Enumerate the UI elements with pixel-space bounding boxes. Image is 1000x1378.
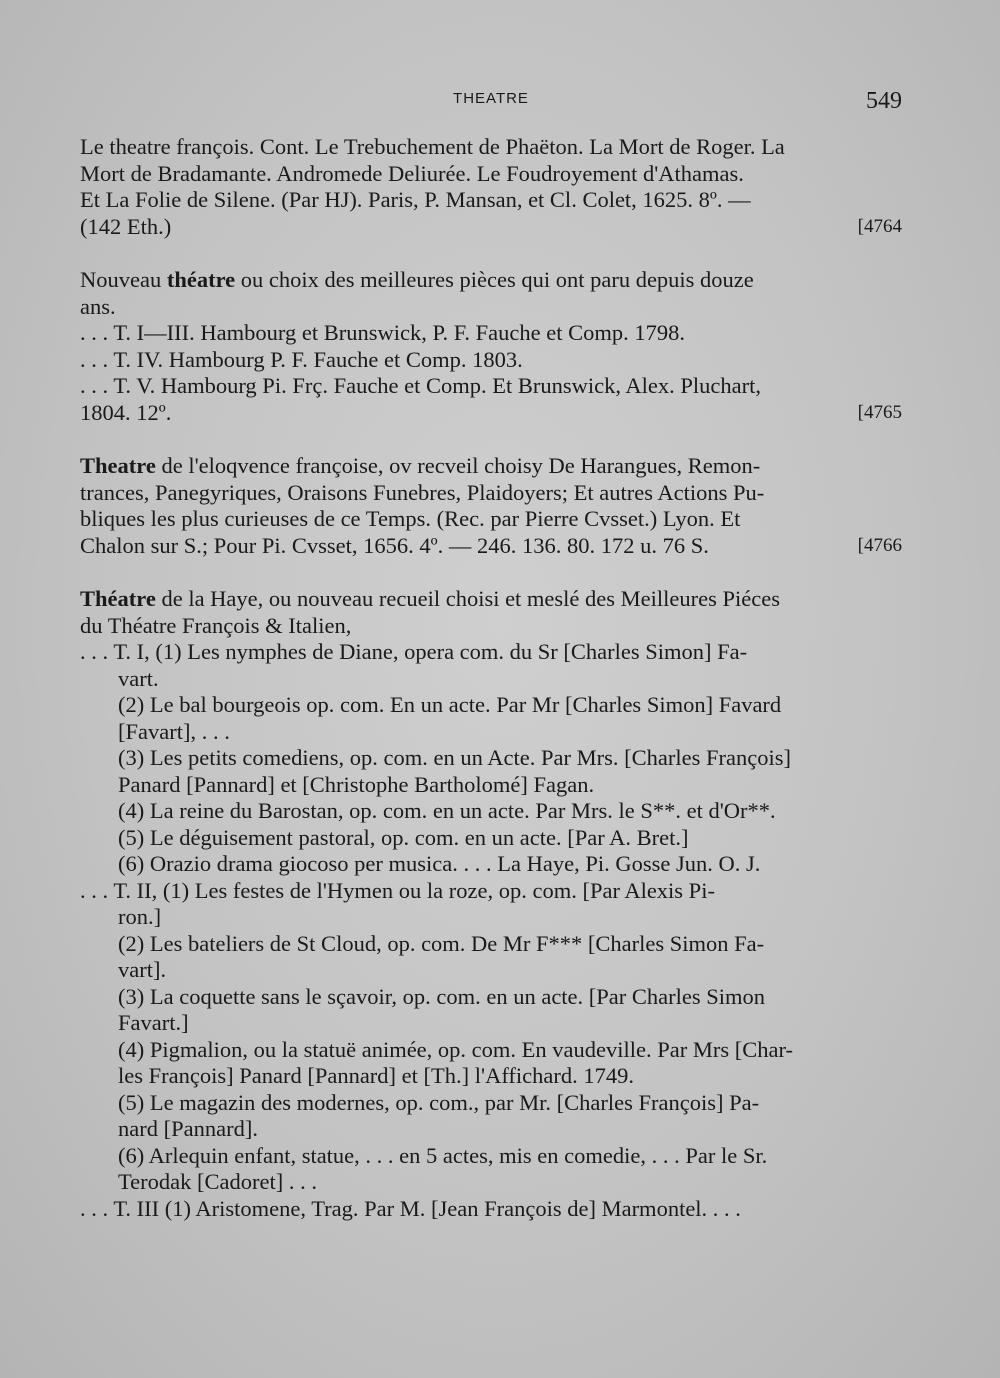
entry-line: (142 Eth.) [4764 xyxy=(80,213,902,239)
volume-line: . . . T. III (1) Aristomene, Trag. Par M. [Jean François de] Marmontel. . . . xyxy=(80,1195,741,1221)
piece-line: [Favart], . . . xyxy=(118,718,230,744)
volume-line: . . . T. I, (1) Les nymphes de Diane, opera com. du Sr [Charles Simon] Fa- xyxy=(80,639,748,664)
entry-line: Chalon sur S.; Pour Pi. Cvsset, 1656. 4º. — 246. 136. 80. 172 u. 76 S. [4766 xyxy=(80,532,902,558)
piece-line: (2) Le bal bourgeois op. com. En un acte. Par Mr [Charles Simon] Favard xyxy=(118,692,782,717)
piece-line: Favart.] xyxy=(118,1010,189,1035)
entry-line: . . . T. V. Hambourg Pi. Frç. Fauche et Comp. Et Brunswick, Alex. Pluchart, xyxy=(80,373,761,398)
entry-4764 xyxy=(80,134,902,240)
entry-line: Théatre de la Haye, ou nouveau recueil choisi et meslé des Meilleures Piéces xyxy=(80,586,780,611)
entry-4765 xyxy=(80,267,902,426)
entry-line: bliques les plus curieuses de ce Temps. (Rec. par Pierre Cvsset.) Lyon. Et xyxy=(80,506,741,531)
piece-line: vart]. xyxy=(118,957,167,982)
entry-text xyxy=(80,586,902,639)
piece-line: vart. xyxy=(118,665,159,691)
entry-number: [4765 xyxy=(857,401,902,423)
entry-line: . . . T. IV. Hambourg P. F. Fauche et Comp. 1803. xyxy=(80,346,523,372)
page-content xyxy=(80,134,902,1249)
piece-line: (6) Arlequin enfant, statue, . . . en 5 actes, mis en comedie, . . . Par le Sr. xyxy=(118,1142,768,1168)
piece-line: Terodak [Cadoret] . . . xyxy=(118,1169,317,1194)
entry-text xyxy=(80,134,902,240)
piece-line: (3) Les petits comediens, op. com. en un Acte. Par Mrs. [Charles François] xyxy=(118,745,791,770)
entry-4766 xyxy=(80,453,902,559)
piece-line: (5) Le magazin des modernes, op. com., par Mr. [Charles François] Pa- xyxy=(118,1089,760,1115)
entry-line: trances, Panegyriques, Oraisons Funebres, Plaidoyers; Et autres Actions Pu- xyxy=(80,479,765,505)
running-title: THEATRE xyxy=(453,90,529,107)
page-header xyxy=(80,88,902,118)
entry-line: Le theatre françois. Cont. Le Trebuchement de Phaëton. La Mort de Roger. La xyxy=(80,134,785,159)
piece-line: (5) Le déguisement pastoral, op. com. en un acte. [Par A. Bret.] xyxy=(118,824,689,850)
piece-line: nard [Pannard]. xyxy=(118,1116,258,1141)
volume-list xyxy=(80,639,902,1222)
piece-line: Panard [Pannard] et [Christophe Bartholomé] Fagan. xyxy=(118,771,595,797)
entry-line: . . . T. I—III. Hambourg et Brunswick, P. F. Fauche et Comp. 1798. xyxy=(80,320,686,345)
piece-line: (4) La reine du Barostan, op. com. en un acte. Par Mrs. le S**. et d'Or**. xyxy=(118,798,776,823)
entry-line: Nouveau théatre ou choix des meilleures pièces qui ont paru depuis douze xyxy=(80,267,754,292)
headword: Theatre xyxy=(80,453,156,478)
entry-text xyxy=(80,453,902,559)
entry-number: [4766 xyxy=(857,534,902,556)
piece-line: (3) La coquette sans le sçavoir, op. com. en un acte. [Par Charles Simon xyxy=(118,983,766,1009)
entry-theatre-de-la-haye xyxy=(80,586,902,1222)
headword: théatre xyxy=(166,267,236,292)
entry-line: Mort de Bradamante. Andromede Deliurée. Le Foudroyement d'Athamas. xyxy=(80,160,744,186)
piece-line: (6) Orazio drama giocoso per musica. . . . La Haye, Pi. Gosse Jun. O. J. xyxy=(118,851,761,876)
volume-line: . . . T. II, (1) Les festes de l'Hymen ou la roze, op. com. [Par Alexis Pi- xyxy=(80,877,715,903)
piece-line: ron.] xyxy=(118,904,162,929)
entry-line: ans. xyxy=(80,293,116,319)
piece-line: (2) Les bateliers de St Cloud, op. com. De Mr F*** [Charles Simon Fa- xyxy=(118,930,765,956)
page-number: 549 xyxy=(866,88,902,114)
entry-line: Theatre de l'eloqvence françoise, ov recveil choisy De Harangues, Remon- xyxy=(80,453,761,478)
entry-number: [4764 xyxy=(857,215,902,237)
entry-line: du Théatre François & Italien, xyxy=(80,612,352,638)
piece-line: les François] Panard [Pannard] et [Th.] l'Affichard. 1749. xyxy=(118,1063,634,1088)
entry-line: Et La Folie de Silene. (Par HJ). Paris, P. Mansan, et Cl. Colet, 1625. 8º. — xyxy=(80,187,751,212)
headword: Théatre xyxy=(80,586,156,611)
piece-line: (4) Pigmalion, ou la statuë animée, op. com. En vaudeville. Par Mrs [Char- xyxy=(118,1036,794,1062)
entry-line: 1804. 12º. [4765 xyxy=(80,399,902,425)
entry-text xyxy=(80,267,902,426)
